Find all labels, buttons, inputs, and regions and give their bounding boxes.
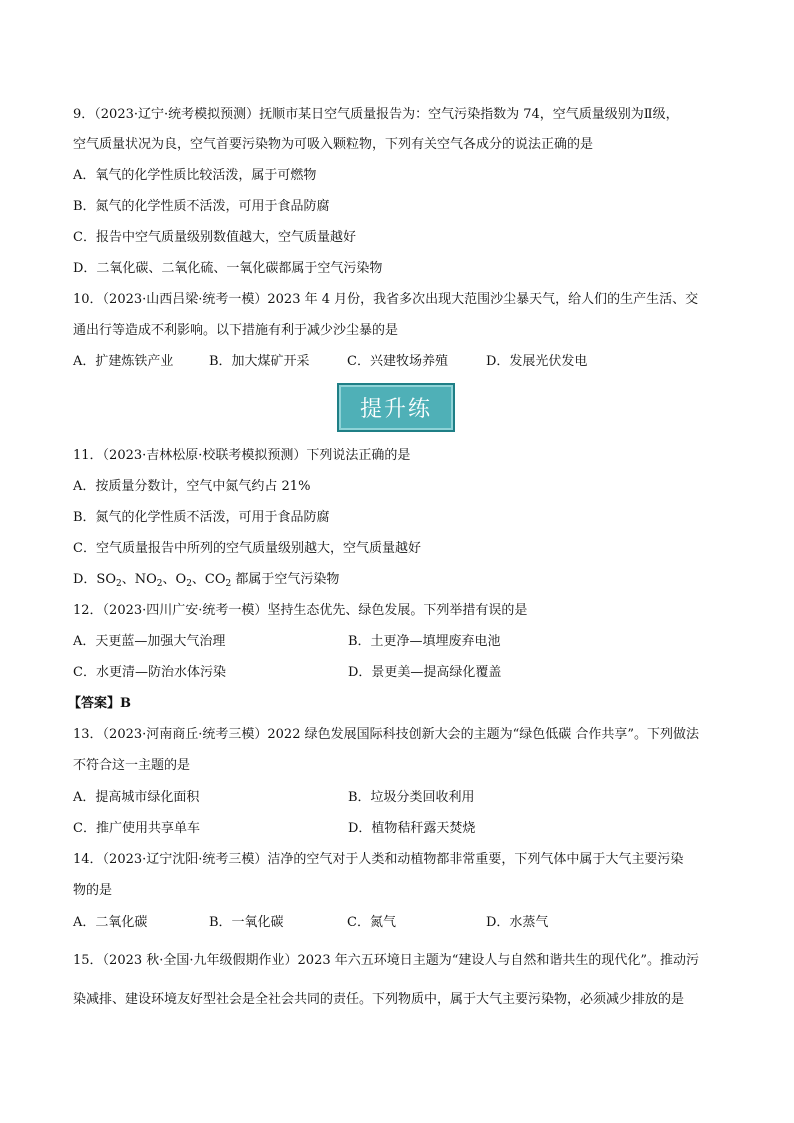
q14-stem-line1: 14．（2023·辽宁沈阳·统考三模）洁净的空气对于人类和动植物都非常重要，下列气体中属于大气主要污染 bbox=[73, 852, 684, 867]
q11-option-a: A．按质量分数计，空气中氮气约占 21% bbox=[73, 479, 311, 494]
q12-stem: 12．（2023·四川广安·统考一模）坚持生态优先、绿色发展。下列举措有误的是 bbox=[73, 603, 528, 618]
q12-option-a: A．天更蓝—加强大气治理 bbox=[73, 634, 226, 649]
q14-stem-line2: 物的是 bbox=[73, 883, 113, 898]
q11-option-b: B．氮气的化学性质不活泼，可用于食品防腐 bbox=[73, 510, 330, 525]
q14-option-a: A．二氧化碳 bbox=[73, 915, 148, 930]
q12-option-d: D．景更美—提高绿化覆盖 bbox=[348, 665, 502, 680]
q9-option-c: C．报告中空气质量级别数值越大，空气质量越好 bbox=[73, 230, 356, 245]
q15-stem-line1: 15．（2023 秋·全国·九年级假期作业）2023 年六五环境日主题为“建设人与自然和谐共生的现代化”。推动污 bbox=[73, 953, 700, 968]
q14-option-b: B．一氧化碳 bbox=[209, 915, 284, 930]
q11-option-c: C．空气质量报告中所列的空气质量级别越大，空气质量越好 bbox=[73, 541, 421, 556]
q14-option-d: D．水蒸气 bbox=[486, 915, 549, 930]
q9-option-d: D．二氧化碳、二氧化硫、一氧化碳都属于空气污染物 bbox=[73, 261, 383, 276]
q13-option-c: C．推广使用共享单车 bbox=[73, 821, 200, 836]
q12-option-c: C．水更清—防治水体污染 bbox=[73, 665, 226, 680]
q14-option-c: C．氮气 bbox=[347, 915, 396, 930]
q9-stem-line1: 9．（2023·辽宁·统考模拟预测）抚顺市某日空气质量报告为：空气污染指数为 74，空气质量级别为Ⅱ级， bbox=[73, 107, 679, 122]
q13-option-b: B．垃圾分类回收利用 bbox=[348, 790, 475, 805]
q12-option-b: B．土更净—填埋废弃电池 bbox=[348, 634, 501, 649]
q12-answer: 【答案】B bbox=[68, 696, 131, 711]
q13-stem-line2: 不符合这一主题的是 bbox=[73, 758, 191, 773]
q10-option-c: C．兴建牧场养殖 bbox=[347, 354, 448, 369]
section-banner bbox=[337, 383, 455, 432]
q11-stem: 11．（2023·吉林松原·校联考模拟预测）下列说法正确的是 bbox=[73, 448, 411, 463]
q10-stem-line2: 通出行等造成不利影响。以下措施有利于减少沙尘暴的是 bbox=[73, 323, 399, 338]
q9-option-a: A．氧气的化学性质比较活泼，属于可燃物 bbox=[73, 168, 317, 183]
q10-option-a: A．扩建炼铁产业 bbox=[73, 354, 174, 369]
q13-stem-line1: 13．（2023·河南商丘·统考三模）2022 绿色发展国际科技创新大会的主题为“绿色低碳 合作共享”。下列做法 bbox=[73, 727, 700, 742]
q10-stem-line1: 10．（2023·山西吕梁·统考一模）2023 年 4 月份，我省多次出现大范围沙尘暴天气，给人们的生产生活、交 bbox=[73, 292, 699, 307]
q10-option-b: B．加大煤矿开采 bbox=[209, 354, 310, 369]
q13-option-d: D．植物秸秆露天焚烧 bbox=[348, 821, 476, 836]
q13-option-a: A．提高城市绿化面积 bbox=[73, 790, 200, 805]
q11-option-d: D．$SO_2$、$NO_2$、$O_2$、$CO_2$ 都属于空气污染物 bbox=[73, 572, 340, 589]
q15-stem-line2: 染减排、建设环境友好型社会是全社会共同的责任。下列物质中，属于大气主要污染物，必须减少排放的是 bbox=[73, 992, 685, 1007]
q9-stem-line2: 空气质量状况为良，空气首要污染物为可吸入颗粒物，下列有关空气各成分的说法正确的是 bbox=[73, 137, 594, 152]
q10-option-d: D．发展光伏发电 bbox=[486, 354, 588, 369]
q9-option-b: B．氮气的化学性质不活泼，可用于食品防腐 bbox=[73, 199, 330, 214]
section-banner-label: 提升练 bbox=[359, 397, 432, 422]
